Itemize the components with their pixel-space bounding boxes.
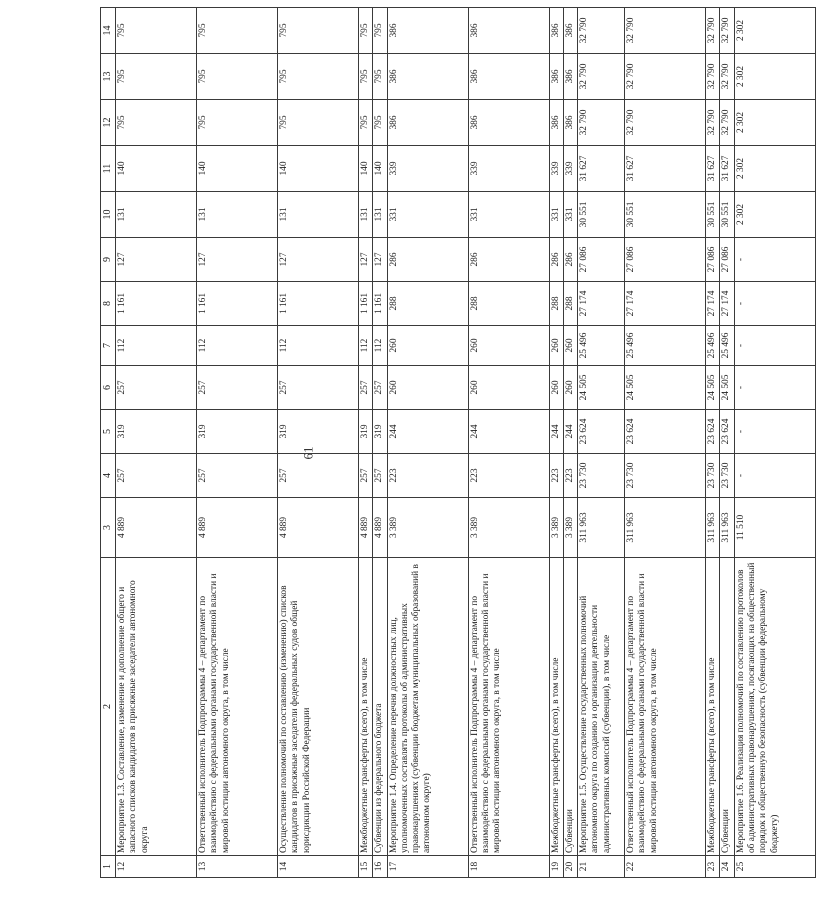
value-cell: 32 790 xyxy=(706,8,720,54)
value-cell: 223 xyxy=(387,454,468,498)
value-cell: 311 963 xyxy=(625,498,706,558)
value-cell: 386 xyxy=(549,100,563,146)
value-cell: 386 xyxy=(468,100,549,146)
value-cell: 386 xyxy=(563,8,577,54)
row-number: 20 xyxy=(563,856,577,878)
value-cell: 257 xyxy=(359,366,373,410)
row-description: Межбюджетные трансферты (всего), в том числе xyxy=(706,558,720,856)
value-cell: 331 xyxy=(387,192,468,238)
row-description: Мероприятие 1.3. Составление, изменение и дополнение общего и запасного списков кандидатов в присяжные заседатели автономного округа xyxy=(116,558,197,856)
value-cell: 286 xyxy=(563,238,577,282)
value-cell: 27 174 xyxy=(720,282,734,326)
value-cell: 288 xyxy=(468,282,549,326)
column-header: 1 xyxy=(101,856,116,878)
row-description: Субвенции xyxy=(563,558,577,856)
value-cell: 27 174 xyxy=(706,282,720,326)
table-row xyxy=(359,8,373,878)
value-cell: 24 505 xyxy=(706,366,720,410)
column-header: 3 xyxy=(101,498,116,558)
value-cell: 32 790 xyxy=(706,54,720,100)
value-cell: 25 496 xyxy=(625,326,706,366)
value-cell: 30 551 xyxy=(578,192,625,238)
value-cell: 260 xyxy=(387,326,468,366)
value-cell: 260 xyxy=(387,366,468,410)
value-cell: 32 790 xyxy=(625,8,706,54)
value-cell: 140 xyxy=(116,146,197,192)
value-cell: 386 xyxy=(387,8,468,54)
value-cell: - xyxy=(734,410,815,454)
value-cell: 1 161 xyxy=(373,282,387,326)
value-cell: 311 963 xyxy=(720,498,734,558)
value-cell: 331 xyxy=(563,192,577,238)
value-cell: 386 xyxy=(549,8,563,54)
value-cell: 27 086 xyxy=(578,238,625,282)
table-row xyxy=(278,8,359,878)
value-cell: 2 302 xyxy=(734,100,815,146)
value-cell: 286 xyxy=(387,238,468,282)
value-cell: 23 730 xyxy=(578,454,625,498)
value-cell: 339 xyxy=(563,146,577,192)
value-cell: 112 xyxy=(197,326,278,366)
value-cell: 4 889 xyxy=(278,498,359,558)
value-cell: 223 xyxy=(563,454,577,498)
value-cell: 2 302 xyxy=(734,54,815,100)
rotated-page xyxy=(100,8,780,878)
value-cell: 127 xyxy=(359,238,373,282)
value-cell: 32 790 xyxy=(578,8,625,54)
value-cell: 112 xyxy=(116,326,197,366)
value-cell: 795 xyxy=(373,8,387,54)
value-cell: 386 xyxy=(468,54,549,100)
value-cell: 32 790 xyxy=(720,100,734,146)
value-cell: 4 889 xyxy=(116,498,197,558)
column-header: 11 xyxy=(101,146,116,192)
row-number: 19 xyxy=(549,856,563,878)
column-header: 5 xyxy=(101,410,116,454)
value-cell: 257 xyxy=(116,454,197,498)
value-cell: 244 xyxy=(468,410,549,454)
value-cell: 127 xyxy=(278,238,359,282)
value-cell: 319 xyxy=(116,410,197,454)
value-cell: 223 xyxy=(549,454,563,498)
value-cell: 795 xyxy=(373,100,387,146)
value-cell: 27 174 xyxy=(625,282,706,326)
value-cell: 331 xyxy=(549,192,563,238)
value-cell: 23 730 xyxy=(625,454,706,498)
row-number: 18 xyxy=(468,856,549,878)
table-row xyxy=(197,8,278,878)
column-header: 10 xyxy=(101,192,116,238)
value-cell: 112 xyxy=(359,326,373,366)
value-cell: 23 624 xyxy=(625,410,706,454)
row-description: Мероприятие 1.6. Реализация полномочий по составлению протоколов об административных правонарушениях, посягающих на общественный порядок и общественную безопасность (субвенции федеральному бюджету) xyxy=(734,558,815,856)
value-cell: 795 xyxy=(116,54,197,100)
value-cell: 2 302 xyxy=(734,146,815,192)
table-row xyxy=(720,8,734,878)
value-cell: 1 161 xyxy=(116,282,197,326)
value-cell: 795 xyxy=(278,100,359,146)
row-description: Осуществление полномочий по составлению (изменению) списков кандидатов в присяжные заседатели федеральных судов общей юрисдикции Российской Федерации xyxy=(278,558,359,856)
value-cell: 319 xyxy=(197,410,278,454)
value-cell: 11 510 xyxy=(734,498,815,558)
row-description: Межбюджетные трансферты (всего), в том числе xyxy=(549,558,563,856)
value-cell: 1 161 xyxy=(359,282,373,326)
value-cell: 131 xyxy=(278,192,359,238)
value-cell: 339 xyxy=(468,146,549,192)
value-cell: 386 xyxy=(563,100,577,146)
value-cell: 27 086 xyxy=(706,238,720,282)
column-header: 12 xyxy=(101,100,116,146)
table-row xyxy=(387,8,468,878)
value-cell: - xyxy=(734,326,815,366)
page-number: 61 xyxy=(300,446,316,460)
value-cell: 32 790 xyxy=(625,54,706,100)
column-header: 13 xyxy=(101,54,116,100)
row-description: Субвенции из федерального бюджета xyxy=(373,558,387,856)
value-cell: 795 xyxy=(359,8,373,54)
value-cell: 257 xyxy=(116,366,197,410)
value-cell: 31 627 xyxy=(706,146,720,192)
value-cell: 257 xyxy=(373,454,387,498)
value-cell: 257 xyxy=(197,454,278,498)
column-header: 2 xyxy=(101,558,116,856)
row-description: Ответственный исполнитель Подпрограммы 4 – департамент по взаимодействию с федеральными органами государственной власти и мировой юстиции автономного округа, в том числе xyxy=(625,558,706,856)
value-cell: 23 624 xyxy=(578,410,625,454)
column-header: 8 xyxy=(101,282,116,326)
column-header: 4 xyxy=(101,454,116,498)
table-row xyxy=(563,8,577,878)
value-cell: 319 xyxy=(278,410,359,454)
value-cell: 32 790 xyxy=(706,100,720,146)
value-cell: 795 xyxy=(278,8,359,54)
value-cell: 260 xyxy=(549,366,563,410)
value-cell: 32 790 xyxy=(720,8,734,54)
table-row xyxy=(625,8,706,878)
row-number: 14 xyxy=(278,856,359,878)
table-row xyxy=(116,8,197,878)
value-cell: 3 389 xyxy=(468,498,549,558)
value-cell: 257 xyxy=(197,366,278,410)
value-cell: 27 174 xyxy=(578,282,625,326)
value-cell: 288 xyxy=(563,282,577,326)
value-cell: 23 624 xyxy=(720,410,734,454)
value-cell: 260 xyxy=(563,366,577,410)
value-cell: 288 xyxy=(387,282,468,326)
column-number-row xyxy=(101,8,116,878)
value-cell: 795 xyxy=(197,8,278,54)
value-cell: 2 302 xyxy=(734,192,815,238)
value-cell: 127 xyxy=(373,238,387,282)
value-cell: 131 xyxy=(373,192,387,238)
value-cell: 311 963 xyxy=(706,498,720,558)
value-cell: 386 xyxy=(387,54,468,100)
value-cell: 795 xyxy=(278,54,359,100)
value-cell: 23 624 xyxy=(706,410,720,454)
row-description: Ответственный исполнитель Подпрограммы 4 – департамент по взаимодействию с федеральными органами государственной власти и мировой юстиции автономного округа, в том числе xyxy=(468,558,549,856)
value-cell: 4 889 xyxy=(359,498,373,558)
value-cell: 3 389 xyxy=(549,498,563,558)
value-cell: - xyxy=(734,454,815,498)
value-cell: 795 xyxy=(359,54,373,100)
value-cell: 31 627 xyxy=(578,146,625,192)
value-cell: 32 790 xyxy=(578,100,625,146)
table-row xyxy=(549,8,563,878)
row-number: 23 xyxy=(706,856,720,878)
column-header: 9 xyxy=(101,238,116,282)
row-number: 22 xyxy=(625,856,706,878)
row-number: 21 xyxy=(578,856,625,878)
value-cell: 32 790 xyxy=(578,54,625,100)
value-cell: 244 xyxy=(563,410,577,454)
value-cell: 257 xyxy=(278,454,359,498)
value-cell: 795 xyxy=(116,8,197,54)
value-cell: 286 xyxy=(549,238,563,282)
value-cell: 32 790 xyxy=(720,54,734,100)
value-cell: 127 xyxy=(116,238,197,282)
value-cell: 140 xyxy=(278,146,359,192)
table-row xyxy=(706,8,720,878)
budget-table xyxy=(100,7,816,878)
value-cell: 30 551 xyxy=(720,192,734,238)
value-cell: 286 xyxy=(468,238,549,282)
value-cell: 244 xyxy=(387,410,468,454)
value-cell: 386 xyxy=(563,54,577,100)
value-cell: 260 xyxy=(468,366,549,410)
value-cell: 2 302 xyxy=(734,8,815,54)
value-cell: 311 963 xyxy=(578,498,625,558)
value-cell: 260 xyxy=(549,326,563,366)
value-cell: 386 xyxy=(468,8,549,54)
row-number: 15 xyxy=(359,856,373,878)
value-cell: 288 xyxy=(549,282,563,326)
table-row xyxy=(468,8,549,878)
value-cell: 260 xyxy=(563,326,577,366)
value-cell: 223 xyxy=(468,454,549,498)
value-cell: 3 389 xyxy=(387,498,468,558)
value-cell: 25 496 xyxy=(578,326,625,366)
row-number: 16 xyxy=(373,856,387,878)
value-cell: 25 496 xyxy=(720,326,734,366)
row-number: 25 xyxy=(734,856,815,878)
value-cell: 4 889 xyxy=(373,498,387,558)
value-cell: 244 xyxy=(549,410,563,454)
row-number: 12 xyxy=(116,856,197,878)
value-cell: 795 xyxy=(197,54,278,100)
value-cell: 3 389 xyxy=(563,498,577,558)
value-cell: 27 086 xyxy=(625,238,706,282)
value-cell: 131 xyxy=(359,192,373,238)
row-description: Мероприятие 1.5. Осуществление государственных полномочий автономного округа по созданию и организации деятельности административных комиссий (субвенции), в том числе xyxy=(578,558,625,856)
table-row xyxy=(373,8,387,878)
value-cell: 795 xyxy=(373,54,387,100)
value-cell: 319 xyxy=(359,410,373,454)
row-number: 13 xyxy=(197,856,278,878)
value-cell: 140 xyxy=(197,146,278,192)
value-cell: 260 xyxy=(468,326,549,366)
value-cell: 319 xyxy=(373,410,387,454)
value-cell: 30 551 xyxy=(706,192,720,238)
value-cell: 112 xyxy=(278,326,359,366)
table-row xyxy=(578,8,625,878)
column-header: 14 xyxy=(101,8,116,54)
value-cell: 24 505 xyxy=(625,366,706,410)
value-cell: - xyxy=(734,282,815,326)
value-cell: 339 xyxy=(387,146,468,192)
value-cell: 795 xyxy=(359,100,373,146)
value-cell: 31 627 xyxy=(625,146,706,192)
value-cell: 25 496 xyxy=(706,326,720,366)
column-header: 6 xyxy=(101,366,116,410)
value-cell: 131 xyxy=(197,192,278,238)
value-cell: 140 xyxy=(373,146,387,192)
value-cell: 386 xyxy=(549,54,563,100)
row-description: Ответственный исполнитель Подпрограммы 4 – департамент по взаимодействию с федеральными органами государственной власти и мировой юстиции автономного округа, в том числе xyxy=(197,558,278,856)
value-cell: - xyxy=(734,238,815,282)
value-cell: 795 xyxy=(116,100,197,146)
value-cell: 257 xyxy=(373,366,387,410)
row-description: Субвенции xyxy=(720,558,734,856)
value-cell: 4 889 xyxy=(197,498,278,558)
value-cell: 131 xyxy=(116,192,197,238)
value-cell: 27 086 xyxy=(720,238,734,282)
value-cell: 32 790 xyxy=(625,100,706,146)
value-cell: 1 161 xyxy=(278,282,359,326)
value-cell: 257 xyxy=(359,454,373,498)
value-cell: 24 505 xyxy=(720,366,734,410)
value-cell: 24 505 xyxy=(578,366,625,410)
value-cell: - xyxy=(734,366,815,410)
value-cell: 140 xyxy=(359,146,373,192)
table-row xyxy=(734,8,815,878)
value-cell: 23 730 xyxy=(706,454,720,498)
value-cell: 127 xyxy=(197,238,278,282)
value-cell: 339 xyxy=(549,146,563,192)
row-description: Мероприятие 1.4. Определение перечня должностных лиц, уполномоченных составлять протоколы об административных правонарушениях (субвенции бюджетам муниципальных образований в автономном округе) xyxy=(387,558,468,856)
value-cell: 386 xyxy=(387,100,468,146)
value-cell: 23 730 xyxy=(720,454,734,498)
row-number: 24 xyxy=(720,856,734,878)
column-header: 7 xyxy=(101,326,116,366)
row-number: 17 xyxy=(387,856,468,878)
value-cell: 30 551 xyxy=(625,192,706,238)
value-cell: 1 161 xyxy=(197,282,278,326)
value-cell: 257 xyxy=(278,366,359,410)
value-cell: 795 xyxy=(197,100,278,146)
value-cell: 112 xyxy=(373,326,387,366)
row-description: Межбюджетные трансферты (всего), в том числе xyxy=(359,558,373,856)
value-cell: 331 xyxy=(468,192,549,238)
value-cell: 31 627 xyxy=(720,146,734,192)
table-body xyxy=(116,8,816,878)
